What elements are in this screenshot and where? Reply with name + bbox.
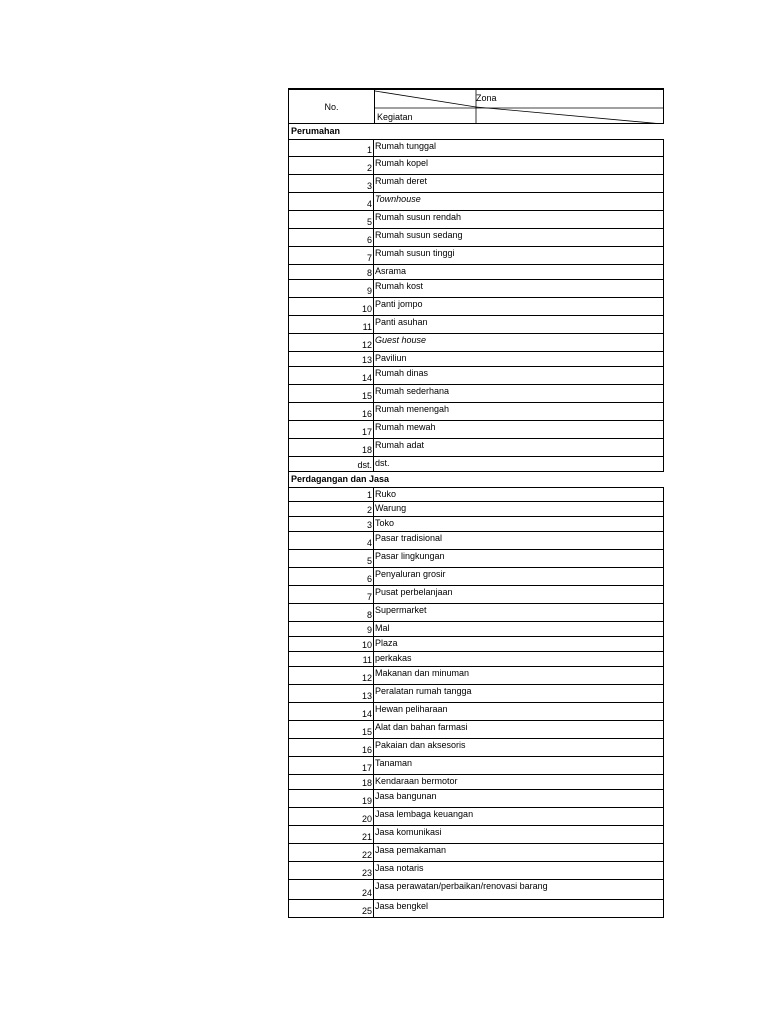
row-number: 1 [289,488,374,501]
section-title: Perdagangan dan Jasa [288,472,664,487]
no-column-header: No. [289,90,375,124]
table-row [288,175,664,193]
table-row [288,247,664,265]
kegiatan-label: Kegiatan [377,112,413,122]
row-number: dst. [289,457,374,471]
row-number: 25 [289,900,374,917]
row-number: 8 [289,265,374,279]
row-number: 12 [289,334,374,351]
table-row [288,367,664,385]
row-number: 6 [289,568,374,585]
row-number: 15 [289,385,374,402]
table-row [288,457,664,472]
zoning-table [288,88,664,918]
table-row [288,667,664,685]
activity-name: Rumah menengah [375,404,450,414]
table-row [288,316,664,334]
table-row [288,721,664,739]
table-row [288,352,664,367]
table-row [288,298,664,316]
row-number: 23 [289,862,374,879]
activity-name: Jasa perawatan/perbaikan/renovasi barang [375,881,548,891]
table-row [288,826,664,844]
table-row [288,385,664,403]
activity-name: Rumah susun sedang [375,230,463,240]
activity-name: Rumah sederhana [375,386,450,396]
activity-name: Pakaian dan aksesoris [375,740,466,750]
table-row [288,421,664,439]
table-row [288,502,664,517]
row-number: 2 [289,157,374,174]
activity-name: Jasa bangunan [375,791,437,801]
table-row [288,487,664,502]
activity-name: Paviliun [375,353,407,363]
activity-name: Rumah susun rendah [375,212,462,222]
row-number: 3 [289,517,374,531]
row-number: 13 [289,685,374,702]
row-number: 2 [289,502,374,516]
row-number: 22 [289,844,374,861]
activity-name: Panti jompo [375,299,423,309]
table-row [288,844,664,862]
table-row [288,229,664,247]
row-number: 3 [289,175,374,192]
table-row [288,265,664,280]
activity-name: Penyaluran grosir [375,569,446,579]
activity-name: dst. [375,458,390,468]
table-row [288,880,664,900]
table-row [288,550,664,568]
activity-name: Pusat perbelanjaan [375,587,453,597]
activity-name: Townhouse [375,194,421,204]
activity-name: Rumah susun tinggi [375,248,455,258]
activity-name: Plaza [375,638,398,648]
diagonal-divider [375,90,663,124]
table-row [288,790,664,808]
activity-name: Kendaraan bermotor [375,776,458,786]
table-row [288,685,664,703]
table-row [288,757,664,775]
activity-name: Pasar tradisional [375,533,443,543]
row-number: 9 [289,622,374,636]
activity-name: Asrama [375,266,407,276]
row-number: 7 [289,247,374,264]
table-row [288,739,664,757]
activity-name: Toko [375,518,395,528]
activity-name: Tanaman [375,758,413,768]
row-number: 12 [289,667,374,684]
row-number: 20 [289,808,374,825]
row-number: 4 [289,532,374,549]
row-number: 24 [289,880,374,899]
activity-name: perkakas [375,653,412,663]
row-number: 14 [289,367,374,384]
table-row [288,586,664,604]
row-number: 1 [289,140,374,156]
table-row [288,604,664,622]
table-row [288,157,664,175]
row-number: 16 [289,739,374,756]
activity-name: Ruko [375,489,397,499]
row-number: 17 [289,421,374,438]
zona-kegiatan-header [375,90,663,124]
table-row [288,900,664,918]
activity-name: Rumah dinas [375,368,429,378]
activity-name: Jasa bengkel [375,901,429,911]
table-row [288,568,664,586]
activity-name: Alat dan bahan farmasi [375,722,468,732]
table-header [288,88,664,124]
row-number: 19 [289,790,374,807]
row-number: 6 [289,229,374,246]
table-row [288,622,664,637]
table-row [288,652,664,667]
row-number: 10 [289,298,374,315]
table-row [288,439,664,457]
table-row [288,703,664,721]
activity-name: Jasa komunikasi [375,827,442,837]
activity-name: Jasa lembaga keuangan [375,809,474,819]
table-row [288,862,664,880]
table-row [288,637,664,652]
activity-name: Mal [375,623,390,633]
table-row [288,334,664,352]
activity-name: Jasa pemakaman [375,845,447,855]
row-number: 7 [289,586,374,603]
row-number: 5 [289,211,374,228]
activity-name: Hewan peliharaan [375,704,448,714]
row-number: 21 [289,826,374,843]
activity-name: Warung [375,503,407,513]
table-row [288,532,664,550]
activity-name: Rumah adat [375,440,425,450]
row-number: 5 [289,550,374,567]
activity-name: Rumah tunggal [375,141,437,151]
activity-name: Pasar lingkungan [375,551,445,561]
row-number: 11 [289,316,374,333]
activity-name: Rumah deret [375,176,428,186]
activity-name: Peralatan rumah tangga [375,686,472,696]
activity-name: Panti asuhan [375,317,428,327]
table-row [288,775,664,790]
table-row [288,211,664,229]
row-number: 4 [289,193,374,210]
zona-label: Zona [476,93,497,103]
section-title: Perumahan [288,124,664,139]
row-number: 11 [289,652,374,666]
activity-name: Rumah kopel [375,158,429,168]
activity-name: Supermarket [375,605,427,615]
row-number: 15 [289,721,374,738]
activity-name: Makanan dan minuman [375,668,470,678]
table-row [288,808,664,826]
activity-name: Rumah mewah [375,422,436,432]
row-number: 10 [289,637,374,651]
row-number: 14 [289,703,374,720]
activity-name: Rumah kost [375,281,424,291]
row-number: 18 [289,439,374,456]
activity-name: Guest house [375,335,427,345]
row-number: 8 [289,604,374,621]
table-row [288,280,664,298]
row-number: 17 [289,757,374,774]
table-row [288,403,664,421]
table-row [288,193,664,211]
row-number: 9 [289,280,374,297]
row-number: 18 [289,775,374,789]
row-number: 16 [289,403,374,420]
table-row [288,139,664,157]
row-number: 13 [289,352,374,366]
activity-name: Jasa notaris [375,863,424,873]
table-body [288,124,664,918]
table-row [288,517,664,532]
